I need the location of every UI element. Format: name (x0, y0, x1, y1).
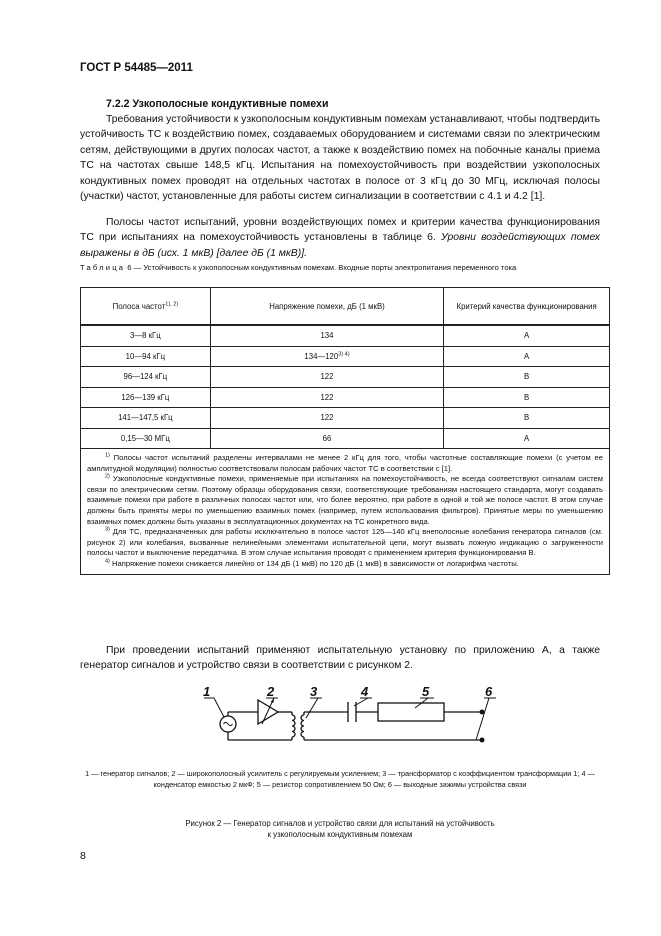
figure-title-line: Рисунок 2 — Генератор сигналов и устройство связи для испытаний на устойчивость (185, 819, 495, 828)
document-header: ГОСТ Р 54485—2011 (80, 62, 193, 74)
table-row (81, 346, 610, 367)
cell-voltage: 66 (210, 428, 443, 449)
cell-criterion: A (444, 346, 610, 367)
figure-title (80, 818, 600, 840)
header-criterion: Критерий качества функционирования (444, 288, 610, 326)
cell-criterion: B (444, 387, 610, 408)
paragraph-text: Требования устойчивости к узкополосным кондуктивным помехам устанавливают, чтобы подтвердить устойчивость ТС к воздействию помех, создаваемых оборудованием и системами связи по электрическим сетям, действующими в других полосах частот, а также к воздействию помех на побочные каналы приема ТС на частотах свыше 148,5 кГц. Испытания на помехоустойчивость при воздействии узкополосных кондуктивных помех проводят на отдельных частотах в полосе от 3 кГц до 30 МГц, исключая полосы (участки) частот, установленные для работы систем сигнализации в соответствии с 4.1 и 4.2 [1]. (80, 114, 600, 203)
output-terminal (480, 738, 484, 742)
cell-criterion: B (444, 367, 610, 388)
paragraph-test-setup (80, 643, 600, 674)
cell-voltage: 122 (210, 387, 443, 408)
table-caption-text: 6 — Устойчивость к узкополосным кондуктивным помехам. Входные порты электропитания переменного тока (125, 263, 517, 272)
header-band: Полоса частот$^{1), 2)}$ (81, 288, 211, 326)
resistor-symbol (378, 703, 444, 721)
immunity-table (80, 287, 610, 575)
table-row (81, 325, 610, 346)
label-4: 4 (361, 684, 369, 699)
table-notes (81, 449, 610, 575)
cell-band: 96—124 кГц (81, 367, 211, 388)
cell-voltage: 122 (210, 408, 443, 429)
cell-voltage: $134—120^{3) 4)}$ (210, 346, 443, 367)
page-number: 8 (80, 850, 86, 862)
circuit-diagram (200, 684, 500, 758)
cell-criterion: A (444, 428, 610, 449)
paragraph-italic-text: Уровни воздействующих помех выражены в дБ (исх. 1 мкВ) [далее дБ (1 мкВ)]. (80, 232, 600, 259)
figure-legend: 1 — генератор сигналов; 2 — широкополосный усилитель с регулируемым усилением; 3 — трансформатор с коэффициентом трансформации 1; 4 — конденсатор емкостью 2 мкФ; 5 — резистор сопротивлением 50 Ом; 6 — выходные зажимы устройства связи (85, 769, 595, 789)
table-caption-label: Таблица (80, 263, 126, 272)
figure-title-line: к узкополосным кондуктивным помехам (267, 830, 413, 839)
section-title: 7.2.2 Узкополосные кондуктивные помехи (106, 98, 329, 110)
table-row (81, 387, 610, 408)
note-1: $^{1)}$ Полосы частот испытаний разделены интервалами не менее 2 кГц для того, чтобы частотные составляющие помехи (с учетом ее амплитудной модуляции) полностью соответствовали полосам рабочих частот ТС в соответствии с [1]. (87, 452, 603, 473)
paragraph-text: При проведении испытаний применяют испытательную установку по приложению А, а также генератор сигналов и устройство связи в соответствии с рисунком 2. (80, 645, 600, 672)
cell-band: 126—139 кГц (81, 387, 211, 408)
paragraph-requirements (80, 112, 600, 204)
table-caption (80, 262, 600, 273)
note-4: $^{4)}$ Напряжение помехи снижается линейно от 134 дБ (1 мкВ) по 120 дБ (1 мкВ) в зависимости от логарифма частоты. (105, 558, 519, 568)
cell-band: 10—94 кГц (81, 346, 211, 367)
table-row (81, 367, 610, 388)
paragraph-plain-text: Полосы частот испытаний, уровни воздействующих помех и критерии качества функционирования ТС при испытаниях на помехоустойчивость установлены в таблице 6. (80, 217, 600, 244)
output-terminal (480, 710, 484, 714)
header-voltage: Напряжение помехи, дБ (1 мкВ) (210, 288, 443, 326)
label-1: 1 (203, 684, 211, 699)
label-2: 2 (267, 684, 275, 699)
label-6: 6 (485, 684, 493, 699)
table-row (81, 428, 610, 449)
cell-voltage: 122 (210, 367, 443, 388)
note-3: $^{3)}$ Для ТС, предназначенных для работы исключительно в полосе частот 125—140 кГц внеполосные колебания генератора сигналов (см. рисунок 2) или колебания, вызванные нелинейными элементами испытательной цепи, могут вызвать ложную индикацию о загруженности полосы частот и выключение передатчика. В этом случае испытания проводят с применением критерия функционирования B. (87, 526, 603, 558)
label-3: 3 (310, 684, 318, 699)
cell-band: 0,15—30 МГц (81, 428, 211, 449)
paragraph-test-bands (80, 215, 600, 261)
transformer-symbol (292, 715, 295, 737)
cell-criterion: A (444, 325, 610, 346)
label-5: 5 (422, 684, 430, 699)
note-2: $^{2)}$ Узкополосные кондуктивные помехи, применяемые при испытаниях на помехоустойчивость, не всегда соответствуют сигналам систем связи по электрическим сетям. Поэтому образцы оборудования связи, соответствующие требованиям настоящего стандарта, могут создавать взаимные помехи при работе в различных полосах частот или, что более вероятно, при работе в одной и той же полосе частот. В этом случае должны быть приняты меры по уменьшению взаимных помех (например, путем использования фильтров). Принятые меры по уменьшению взаимных помех должны быть указаны в эксплуатационных документах на ТС конкретного вида. (87, 473, 603, 526)
table-row (81, 408, 610, 429)
cell-criterion: B (444, 408, 610, 429)
cell-band: 141—147,5 кГц (81, 408, 211, 429)
paragraph-text (80, 215, 600, 261)
table-notes-row (81, 449, 610, 575)
cell-voltage: 134 (210, 325, 443, 346)
cell-band: 3—8 кГц (81, 325, 211, 346)
table-header-row (81, 288, 610, 326)
